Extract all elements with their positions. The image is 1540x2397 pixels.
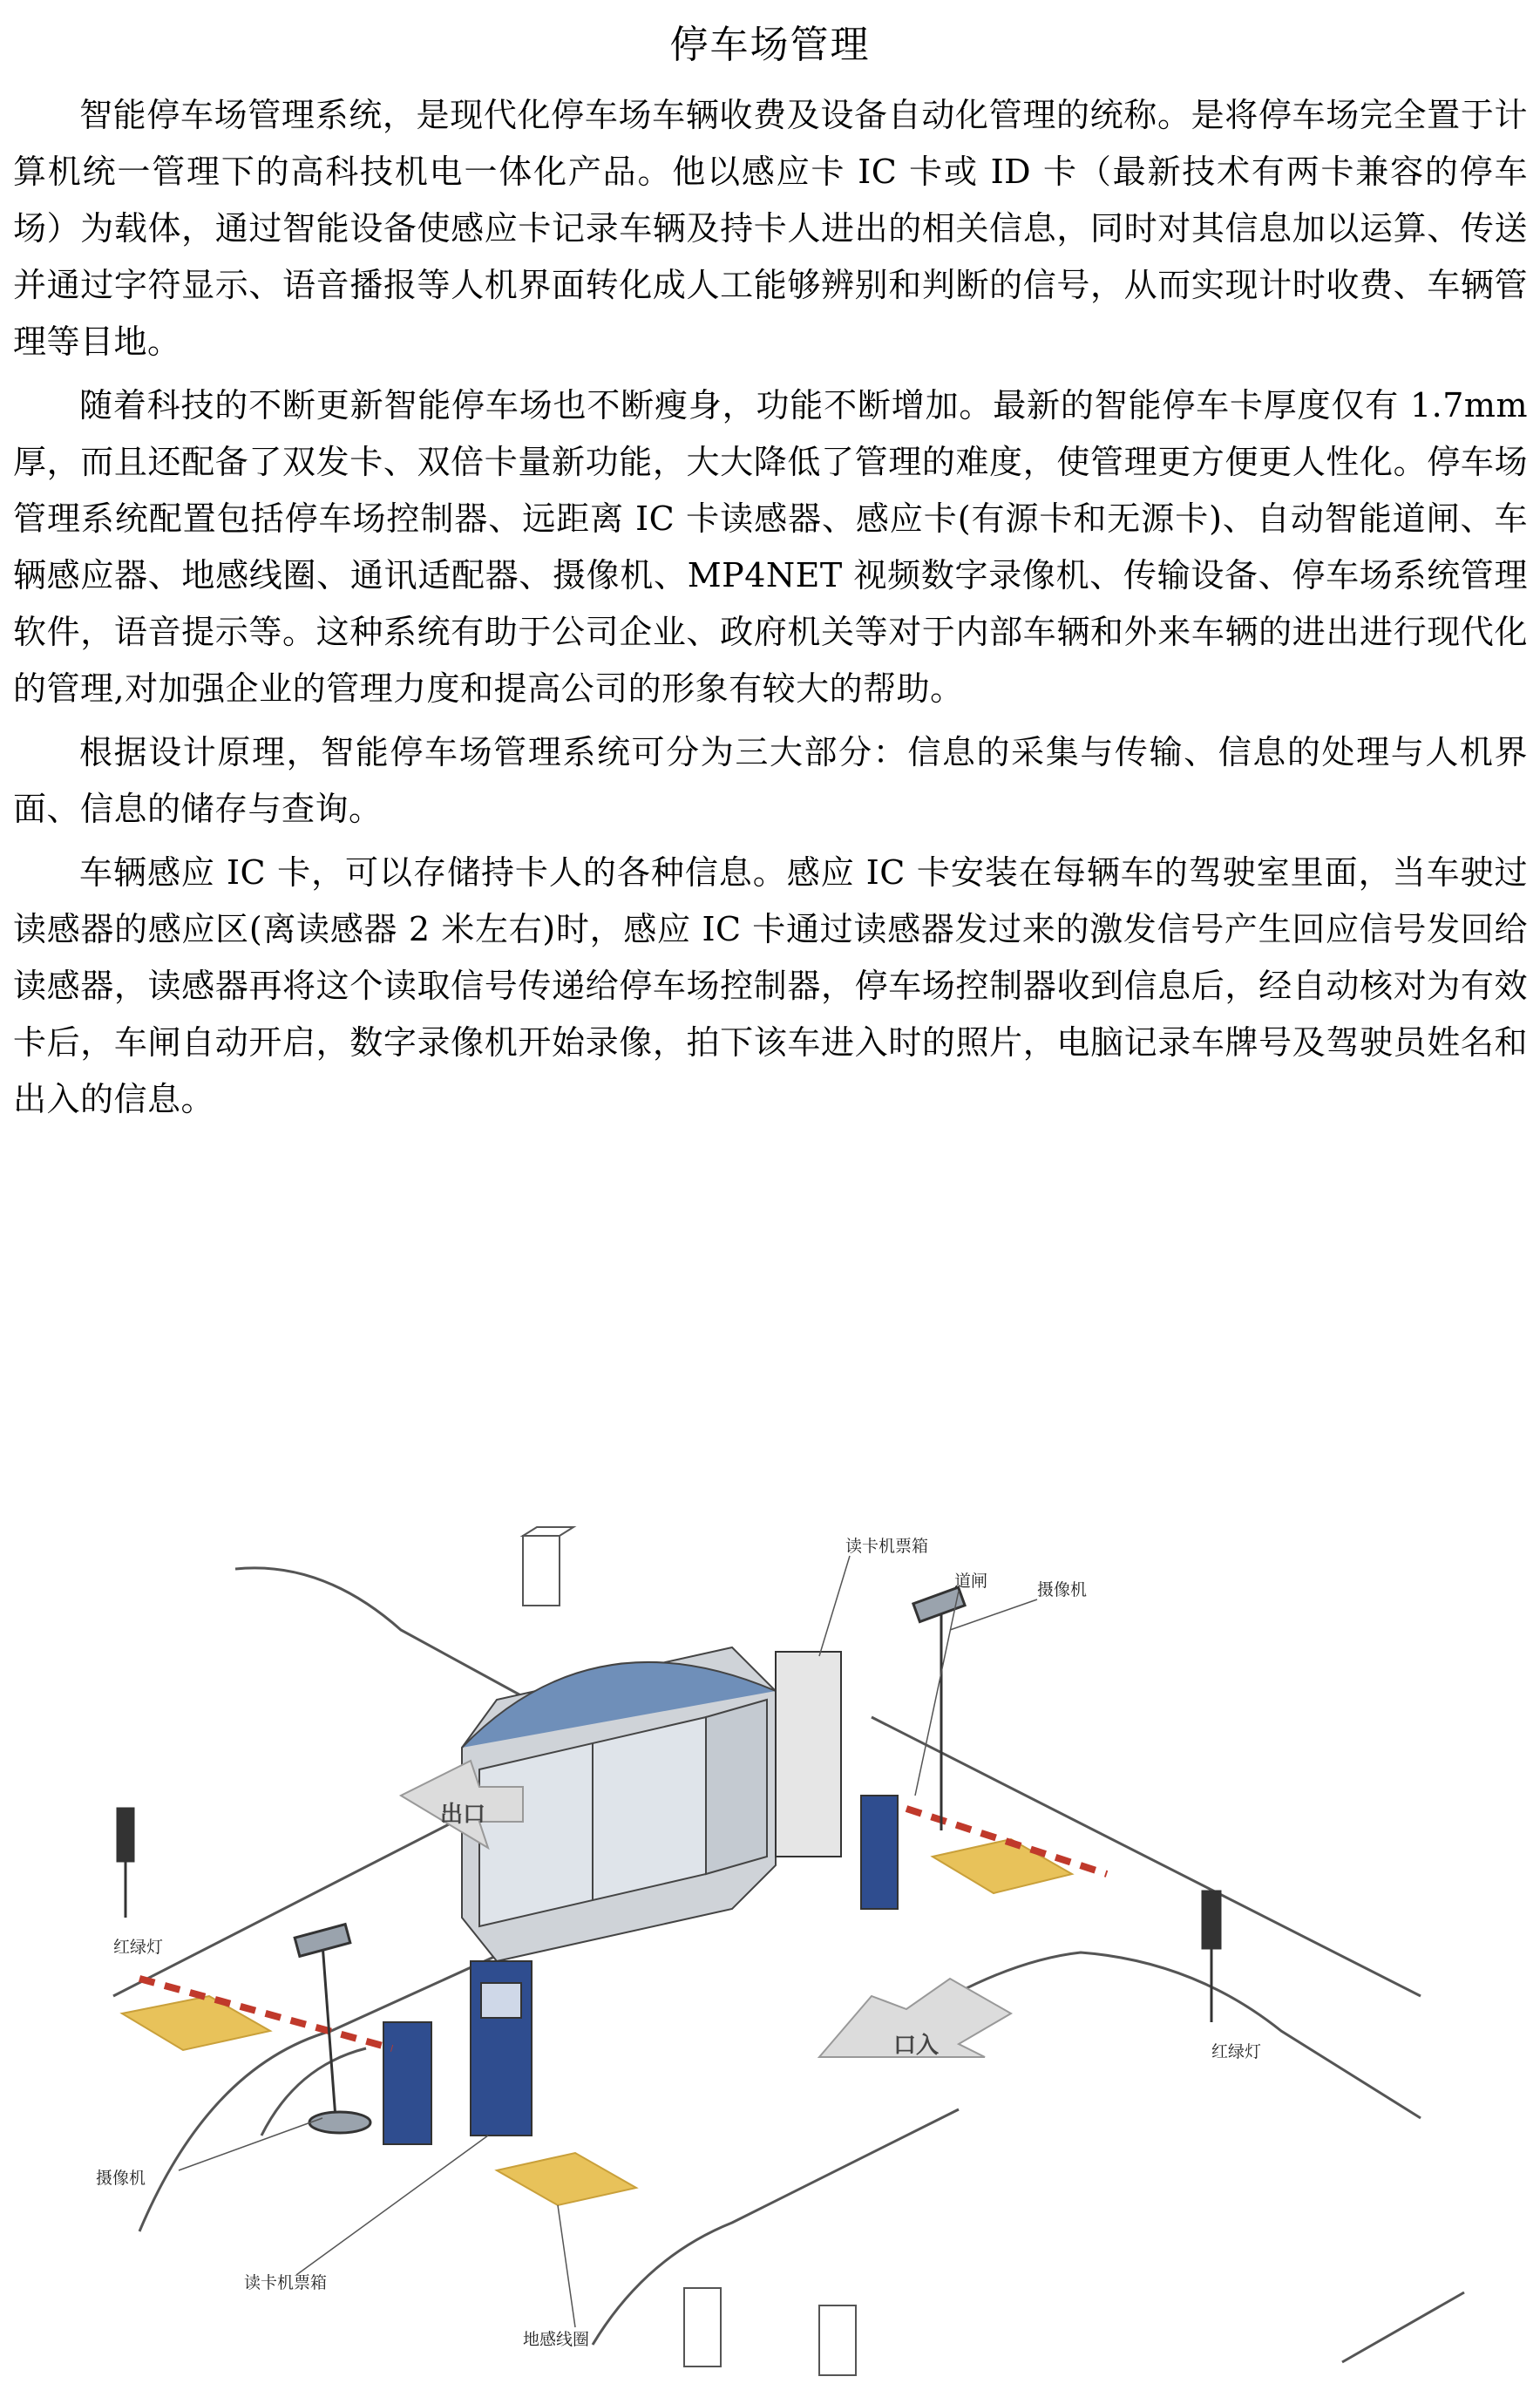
paragraph-intro: 智能停车场管理系统，是现代化停车场车辆收费及设备自动化管理的统称。是将停车场完全置于计算机统一管理下的高科技机电一体化产品。他以感应卡 IC 卡或 ID 卡（最新技术有两卡兼容的停车场）为载体，通过智能设备使感应卡记录车辆及持卡人进出的相关信息，同时对其信息加以运算、传送并通过字符显示、语音播报等人机界面转化成人工能够辨别和判断的信号，从而实现计时收费、车辆管理等目地。 (13, 96, 1528, 361)
label-card-box-top: 读卡机票箱 (845, 1537, 929, 1556)
label-card-box-bottom: 读卡机票箱 (244, 2273, 328, 2292)
page-title: 停车场管理 (669, 23, 871, 67)
label-traffic-light-left: 红绿灯 (113, 1938, 164, 1957)
paragraph-design: 根据设计原理，智能停车场管理系统可分为三大部分：信息的采集与传输、信息的处理与人机界面、信息的储存与查询。 (13, 733, 1528, 828)
label-camera-left: 摄像机 (96, 2169, 146, 2188)
body-text (13, 87, 1528, 1128)
parking-system-diagram (35, 1508, 1516, 2380)
label-camera-right: 摄像机 (1037, 1580, 1088, 1599)
paragraph-features: 随着科技的不断更新智能停车场也不断瘦身，功能不断增加。最新的智能停车卡厚度仅有 1.7mm 厚，而且还配备了双发卡、双倍卡量新功能，大大降低了管理的难度，使管理更方便更人性化。停车场管理系统配置包括停车场控制器、远距离 IC 卡读感器、感应卡(有源卡和无源卡)、自动智能道闸、车辆感应器、地感线圈、通讯适配器、摄像机、MP4NET 视频数字录像机、传输设备、停车场系统管理软件，语音提示等。这种系统有助于公司企业、政府机关等对于内部车辆和外来车辆的进出进行现代化的管理,对加强企业的管理力度和提高公司的形象有较大的帮助。 (13, 386, 1528, 708)
label-barrier: 道闸 (954, 1572, 988, 1591)
label-ground-loop: 地感线圈 (523, 2330, 590, 2349)
exit-sign: 出口 (440, 1802, 486, 1828)
paragraph-ic-card: 车辆感应 IC 卡，可以存储持卡人的各种信息。感应 IC 卡安装在每辆车的驾驶室里面，当车驶过读感器的感应区(离读感器 2 米左右)时，感应 IC 卡通过读感器发过来的激发信号产生回应信号发回给读感器，读感器再将这个读取信号传递给停车场控制器，停车场控制器收到信息后，经自动核对为有效卡后，车闸自动开启，数字录像机开始录像，拍下该车进入时的照片，电脑记录车牌号及驾驶员姓名和出入的信息。 (13, 853, 1528, 1118)
entrance-sign: 口入 (893, 2033, 940, 2059)
label-traffic-light-right: 红绿灯 (1211, 2042, 1262, 2061)
